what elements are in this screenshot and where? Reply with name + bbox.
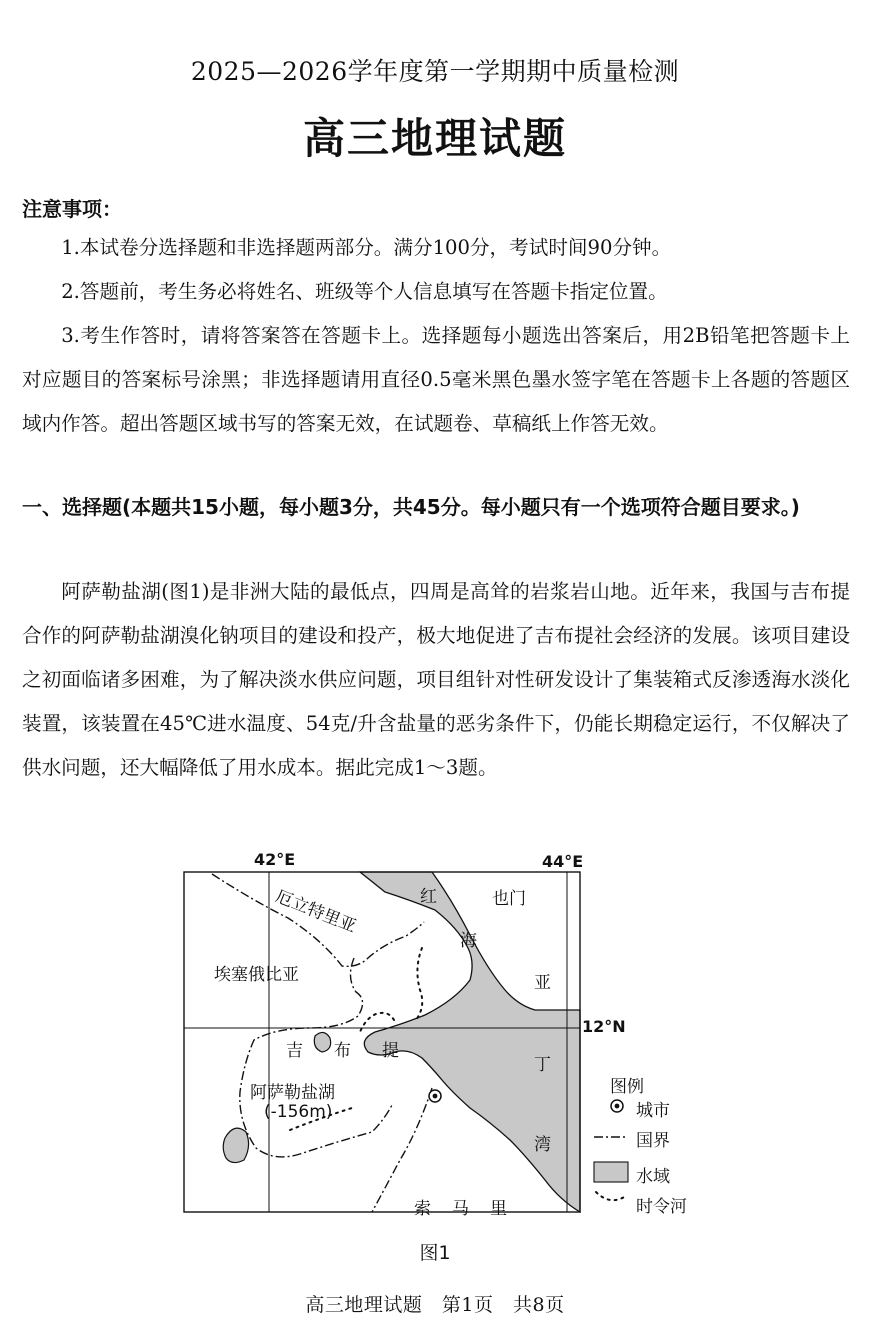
label-lon-42: 42°E — [254, 850, 296, 869]
label-red-sea-2: 海 — [460, 931, 477, 951]
label-somalia-3: 里 — [490, 1199, 507, 1219]
label-eritrea: 厄立特里亚 — [272, 886, 359, 938]
lake-assal — [314, 1032, 330, 1052]
river-1 — [416, 948, 422, 1020]
legend-water-icon — [594, 1162, 628, 1182]
exam-name: 2025—2026学年度第一学期期中质量检测 — [190, 57, 680, 86]
label-djibouti-3: 提 — [382, 1041, 399, 1061]
label-red-sea-1: 红 — [420, 887, 437, 907]
label-lon-44: 44°E — [542, 852, 584, 871]
figure-caption: 图1 — [419, 1242, 451, 1264]
notice-heading: 注意事项： — [22, 197, 122, 221]
label-somalia-2: 马 — [452, 1199, 469, 1219]
label-somalia-1: 索 — [414, 1199, 431, 1219]
notice-item-3: 3.考生作答时，请将答案答在答题卡上。选择题每小题选出答案后，用2B铅笔把答题卡上对应题目的答案标号涂黑；非选择题请用直径0.5毫米黑色墨水签字笔在答题卡上各题的答题区域内作答。超出答题区域书写的答案无效，在试题卷、草稿纸上作答无效。 — [22, 324, 850, 435]
passage-text: 阿萨勒盐湖(图1)是非洲大陆的最低点，四周是高耸的岩浆岩山地。近年来，我国与吉布提合作的阿萨勒盐湖溴化钠项目的建设和投产，极大地促进了吉布提社会经济的发展。该项目建设之初面临诸多困难，为了解决淡水供应问题，项目组针对性研发设计了集装箱式反渗透海水淡化装置，该装置在45℃进水温度、54克/升含盐量的恶劣条件下，仍能长期稳定运行，不仅解决了供水问题，还大幅降低了用水成本。据此完成1～3题。 — [22, 580, 850, 779]
label-lake-assal: 阿萨勒盐湖 — [250, 1083, 335, 1103]
legend-river-icon — [596, 1192, 626, 1200]
exam-title: 高三地理试题 — [302, 114, 567, 163]
page-footer: 高三地理试题 第1页 共8页 — [305, 1294, 565, 1316]
legend-city-label: 城市 — [636, 1101, 670, 1121]
legend-border-label: 国界 — [636, 1131, 670, 1151]
label-lat-12: 12°N — [582, 1017, 626, 1036]
label-aden-3: 湾 — [534, 1135, 551, 1155]
legend-river-label: 时令河 — [636, 1197, 687, 1217]
notice-item-2: 2.答题前，考生务必将姓名、班级等个人信息填写在答题卡指定位置。 — [61, 280, 668, 303]
label-lake-elevation: (-156m) — [264, 1102, 333, 1122]
section-heading-choice: 一、选择题(本题共15小题，每小题3分，共45分。每小题只有一个选项符合题目要求。) — [22, 495, 800, 519]
legend-title: 图例 — [610, 1077, 644, 1097]
border-ethiopia-djibouti — [240, 958, 392, 1157]
label-yemen: 也门 — [492, 889, 526, 909]
label-djibouti-2: 布 — [334, 1041, 351, 1061]
notice-item-1: 1.本试卷分选择题和非选择题两部分。满分100分，考试时间90分钟。 — [61, 236, 672, 259]
label-ethiopia: 埃塞俄比亚 — [214, 965, 299, 985]
legend-water-label: 水域 — [636, 1167, 670, 1187]
figure-map — [170, 840, 700, 1264]
label-djibouti-1: 吉 — [286, 1041, 303, 1061]
label-aden-2: 丁 — [534, 1055, 551, 1075]
lake-abbe — [223, 1128, 248, 1162]
label-aden-1: 亚 — [534, 973, 551, 993]
